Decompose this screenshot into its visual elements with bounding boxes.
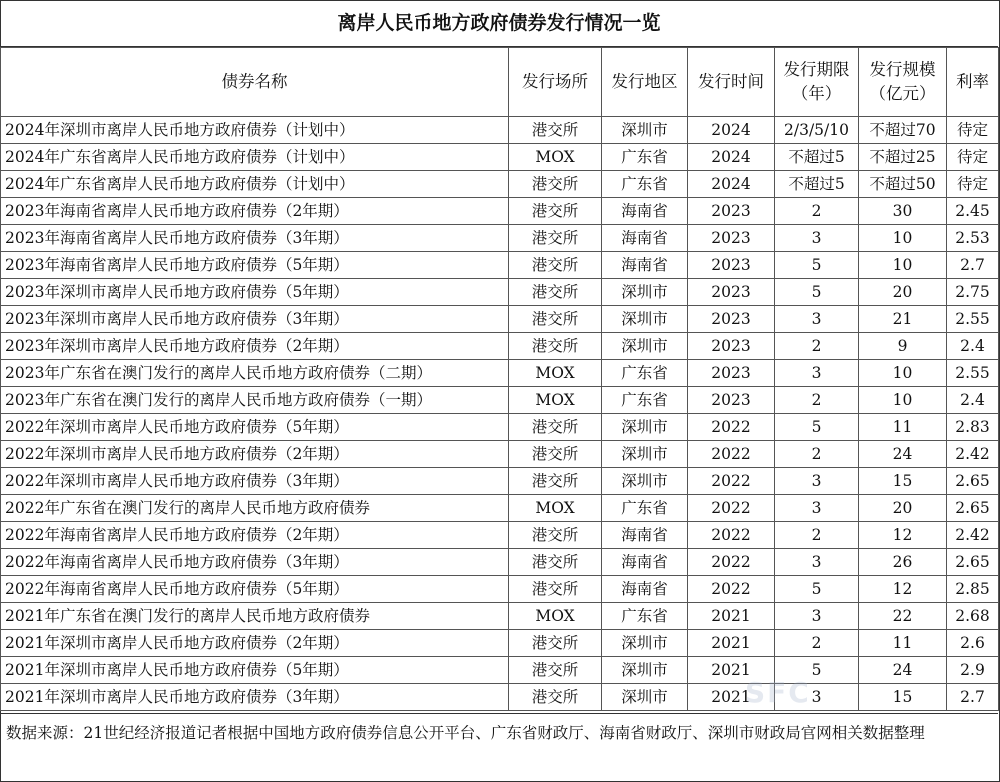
issue-year-cell: 2023 — [688, 225, 775, 252]
region-cell: 深圳市 — [602, 333, 688, 360]
region-cell: 深圳市 — [602, 684, 688, 711]
term-cell: 2/3/5/10 — [775, 117, 859, 144]
col-header-name: 债券名称 — [1, 48, 509, 117]
size-cell: 10 — [859, 387, 947, 414]
issue-year-cell: 2023 — [688, 252, 775, 279]
bond-name-cell: 2024年广东省离岸人民币地方政府债券（计划中） — [1, 171, 509, 198]
region-cell: 深圳市 — [602, 468, 688, 495]
venue-cell: 港交所 — [509, 333, 602, 360]
term-cell: 2 — [775, 198, 859, 225]
issue-year-cell: 2023 — [688, 387, 775, 414]
size-cell: 26 — [859, 549, 947, 576]
table-row — [1, 252, 999, 279]
table-row — [1, 468, 999, 495]
issue-year-cell: 2022 — [688, 441, 775, 468]
region-cell: 广东省 — [602, 387, 688, 414]
rate-cell: 2.53 — [947, 225, 999, 252]
table-row — [1, 117, 999, 144]
table-row — [1, 225, 999, 252]
rate-cell: 2.4 — [947, 387, 999, 414]
rate-cell: 2.68 — [947, 603, 999, 630]
issue-year-cell: 2021 — [688, 630, 775, 657]
rate-cell: 2.42 — [947, 441, 999, 468]
bond-name-cell: 2022年海南省离岸人民币地方政府债券（5年期） — [1, 576, 509, 603]
table-row — [1, 171, 999, 198]
venue-cell: 港交所 — [509, 522, 602, 549]
rate-cell: 2.85 — [947, 576, 999, 603]
term-cell: 5 — [775, 279, 859, 306]
region-cell: 深圳市 — [602, 630, 688, 657]
issue-year-cell: 2022 — [688, 414, 775, 441]
issue-year-cell: 2021 — [688, 657, 775, 684]
bond-table — [0, 47, 999, 711]
term-cell: 3 — [775, 225, 859, 252]
issue-year-cell: 2023 — [688, 333, 775, 360]
rate-cell: 2.55 — [947, 360, 999, 387]
term-cell: 5 — [775, 576, 859, 603]
size-cell: 12 — [859, 522, 947, 549]
venue-cell: 港交所 — [509, 657, 602, 684]
region-cell: 广东省 — [602, 495, 688, 522]
size-cell: 不超过25 — [859, 144, 947, 171]
rate-cell: 2.83 — [947, 414, 999, 441]
table-row — [1, 441, 999, 468]
size-cell: 不超过70 — [859, 117, 947, 144]
size-cell: 10 — [859, 225, 947, 252]
venue-cell: 港交所 — [509, 252, 602, 279]
bond-name-cell: 2022年广东省在澳门发行的离岸人民币地方政府债券 — [1, 495, 509, 522]
region-cell: 海南省 — [602, 198, 688, 225]
rate-cell: 2.75 — [947, 279, 999, 306]
venue-cell: MOX — [509, 387, 602, 414]
table-row — [1, 549, 999, 576]
table-row — [1, 684, 999, 711]
size-cell: 21 — [859, 306, 947, 333]
bond-name-cell: 2022年深圳市离岸人民币地方政府债券（3年期） — [1, 468, 509, 495]
region-cell: 广东省 — [602, 603, 688, 630]
term-cell: 2 — [775, 441, 859, 468]
rate-cell: 待定 — [947, 171, 999, 198]
rate-cell: 2.65 — [947, 549, 999, 576]
watermark-text: SFC — [745, 676, 811, 709]
rate-cell: 2.45 — [947, 198, 999, 225]
region-cell: 广东省 — [602, 144, 688, 171]
region-cell: 海南省 — [602, 549, 688, 576]
col-header-time: 发行时间 — [688, 48, 775, 117]
rate-cell: 2.7 — [947, 252, 999, 279]
table-row — [1, 657, 999, 684]
header-row — [1, 48, 999, 117]
size-cell: 10 — [859, 252, 947, 279]
table-row — [1, 414, 999, 441]
col-header-venue: 发行场所 — [509, 48, 602, 117]
table-row — [1, 495, 999, 522]
venue-cell: 港交所 — [509, 117, 602, 144]
term-cell: 2 — [775, 522, 859, 549]
bond-name-cell: 2023年广东省在澳门发行的离岸人民币地方政府债券（一期） — [1, 387, 509, 414]
issue-year-cell: 2023 — [688, 279, 775, 306]
issue-year-cell: 2022 — [688, 576, 775, 603]
size-cell: 15 — [859, 684, 947, 711]
venue-cell: 港交所 — [509, 414, 602, 441]
region-cell: 深圳市 — [602, 657, 688, 684]
region-cell: 深圳市 — [602, 117, 688, 144]
rate-cell: 2.6 — [947, 630, 999, 657]
bond-name-cell: 2023年海南省离岸人民币地方政府债券（5年期） — [1, 252, 509, 279]
issue-year-cell: 2023 — [688, 306, 775, 333]
rate-cell: 2.65 — [947, 468, 999, 495]
venue-cell: 港交所 — [509, 630, 602, 657]
issue-year-cell: 2022 — [688, 549, 775, 576]
table-title: 离岸人民币地方政府债券发行情况一览 — [0, 0, 998, 47]
term-cell: 3 — [775, 549, 859, 576]
region-cell: 海南省 — [602, 576, 688, 603]
issue-year-cell: 2024 — [688, 117, 775, 144]
issue-year-cell: 2022 — [688, 522, 775, 549]
region-cell: 海南省 — [602, 225, 688, 252]
size-cell: 11 — [859, 630, 947, 657]
rate-cell: 2.9 — [947, 657, 999, 684]
venue-cell: 港交所 — [509, 549, 602, 576]
issue-year-cell: 2024 — [688, 171, 775, 198]
size-cell: 30 — [859, 198, 947, 225]
venue-cell: 港交所 — [509, 198, 602, 225]
term-cell: 5 — [775, 414, 859, 441]
table-row — [1, 630, 999, 657]
bond-name-cell: 2023年广东省在澳门发行的离岸人民币地方政府债券（二期） — [1, 360, 509, 387]
term-cell: 不超过5 — [775, 144, 859, 171]
issue-year-cell: 2022 — [688, 495, 775, 522]
bond-name-cell: 2023年深圳市离岸人民币地方政府债券（3年期） — [1, 306, 509, 333]
region-cell: 深圳市 — [602, 279, 688, 306]
col-header-region: 发行地区 — [602, 48, 688, 117]
size-cell: 10 — [859, 360, 947, 387]
bond-name-cell: 2022年深圳市离岸人民币地方政府债券（2年期） — [1, 441, 509, 468]
table-row — [1, 576, 999, 603]
bond-name-cell: 2021年深圳市离岸人民币地方政府债券（5年期） — [1, 657, 509, 684]
term-cell: 不超过5 — [775, 171, 859, 198]
size-cell: 11 — [859, 414, 947, 441]
issue-year-cell: 2023 — [688, 360, 775, 387]
bond-name-cell: 2024年深圳市离岸人民币地方政府债券（计划中） — [1, 117, 509, 144]
venue-cell: 港交所 — [509, 576, 602, 603]
venue-cell: MOX — [509, 495, 602, 522]
term-cell: 3 — [775, 360, 859, 387]
size-cell: 24 — [859, 657, 947, 684]
region-cell: 海南省 — [602, 252, 688, 279]
table-row — [1, 279, 999, 306]
table-row — [1, 306, 999, 333]
term-cell: 5 — [775, 657, 859, 684]
term-cell: 3 — [775, 306, 859, 333]
bond-name-cell: 2022年海南省离岸人民币地方政府债券（2年期） — [1, 522, 509, 549]
table-row — [1, 333, 999, 360]
table-row — [1, 522, 999, 549]
col-header-size: 发行规模 （亿元） — [859, 48, 947, 117]
bond-name-cell: 2022年深圳市离岸人民币地方政府债券（5年期） — [1, 414, 509, 441]
bond-name-cell: 2024年广东省离岸人民币地方政府债券（计划中） — [1, 144, 509, 171]
issue-year-cell: 2021 — [688, 603, 775, 630]
venue-cell: 港交所 — [509, 684, 602, 711]
bond-name-cell: 2023年海南省离岸人民币地方政府债券（3年期） — [1, 225, 509, 252]
rate-cell: 待定 — [947, 144, 999, 171]
bond-name-cell: 2023年海南省离岸人民币地方政府债券（2年期） — [1, 198, 509, 225]
issue-year-cell: 2024 — [688, 144, 775, 171]
bond-name-cell: 2022年海南省离岸人民币地方政府债券（3年期） — [1, 549, 509, 576]
issue-year-cell: 2021 — [688, 684, 775, 711]
bond-name-cell: 2021年深圳市离岸人民币地方政府债券（2年期） — [1, 630, 509, 657]
rate-cell: 待定 — [947, 117, 999, 144]
size-cell: 22 — [859, 603, 947, 630]
table-row — [1, 603, 999, 630]
venue-cell: 港交所 — [509, 468, 602, 495]
venue-cell: MOX — [509, 144, 602, 171]
region-cell: 深圳市 — [602, 441, 688, 468]
issue-year-cell: 2023 — [688, 198, 775, 225]
issue-year-cell: 2022 — [688, 468, 775, 495]
term-cell: 3 — [775, 468, 859, 495]
bond-name-cell: 2023年深圳市离岸人民币地方政府债券（5年期） — [1, 279, 509, 306]
size-cell: 24 — [859, 441, 947, 468]
term-cell: 2 — [775, 387, 859, 414]
region-cell: 广东省 — [602, 171, 688, 198]
venue-cell: 港交所 — [509, 225, 602, 252]
term-cell: 3 — [775, 603, 859, 630]
venue-cell: 港交所 — [509, 171, 602, 198]
size-cell: 20 — [859, 279, 947, 306]
term-cell: 3 — [775, 684, 859, 711]
venue-cell: MOX — [509, 360, 602, 387]
table-row — [1, 360, 999, 387]
region-cell: 广东省 — [602, 360, 688, 387]
col-header-rate: 利率 — [947, 48, 999, 117]
table-row — [1, 198, 999, 225]
venue-cell: 港交所 — [509, 306, 602, 333]
region-cell: 海南省 — [602, 522, 688, 549]
venue-cell: MOX — [509, 603, 602, 630]
col-header-term: 发行期限 （年） — [775, 48, 859, 117]
size-cell: 15 — [859, 468, 947, 495]
size-cell: 不超过50 — [859, 171, 947, 198]
term-cell: 5 — [775, 252, 859, 279]
rate-cell: 2.42 — [947, 522, 999, 549]
size-cell: 20 — [859, 495, 947, 522]
table-row — [1, 144, 999, 171]
bond-name-cell: 2023年深圳市离岸人民币地方政府债券（2年期） — [1, 333, 509, 360]
rate-cell: 2.4 — [947, 333, 999, 360]
venue-cell: 港交所 — [509, 279, 602, 306]
data-source-note: 数据来源：21世纪经济报道记者根据中国地方政府债券信息公开平台、广东省财政厅、海南省财政厅、深圳市财政局官网相关数据整理 — [0, 713, 998, 780]
region-cell: 深圳市 — [602, 414, 688, 441]
venue-cell: 港交所 — [509, 441, 602, 468]
bond-name-cell: 2021年深圳市离岸人民币地方政府债券（3年期） — [1, 684, 509, 711]
rate-cell: 2.65 — [947, 495, 999, 522]
rate-cell: 2.55 — [947, 306, 999, 333]
bond-name-cell: 2021年广东省在澳门发行的离岸人民币地方政府债券 — [1, 603, 509, 630]
table-row — [1, 387, 999, 414]
size-cell: 12 — [859, 576, 947, 603]
term-cell: 3 — [775, 495, 859, 522]
term-cell: 2 — [775, 630, 859, 657]
size-cell: 9 — [859, 333, 947, 360]
term-cell: 2 — [775, 333, 859, 360]
rate-cell: 2.7 — [947, 684, 999, 711]
region-cell: 深圳市 — [602, 306, 688, 333]
